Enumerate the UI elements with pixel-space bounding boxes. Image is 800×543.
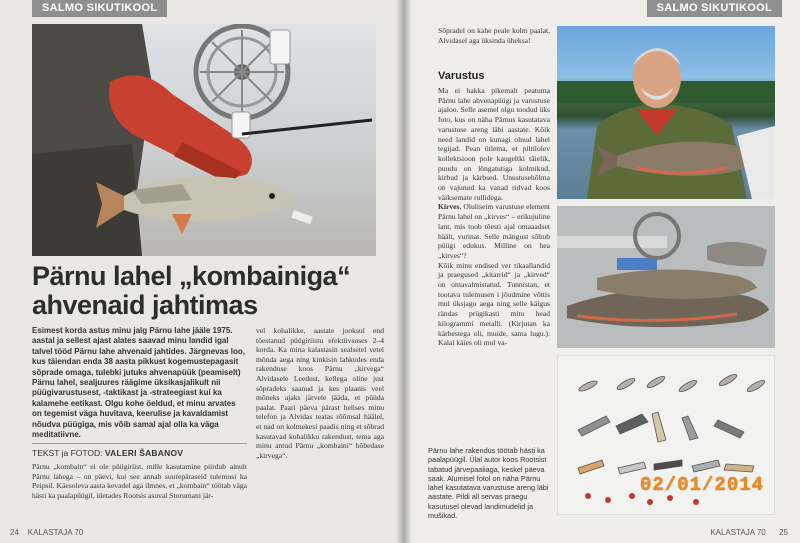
body-column-2: vel kohalikke, aastate jooksul end tõestanud püügiriistu efektiivsuses 2–4 korda. Ka mina kalastasin sealsetel vetel mõnda aega ning kinkisin lahkudes enda rakenduse koos Pärnu „kirvega“ Alvidasele Leedust, kellega oline just sõpradeks saanud ja kes plaanis veel mõneks ajaks järvele jääda, et püüda paalat. Paari päeva pärast helises minu telefon ja Alvidas teatas rõõmsal häälel, et nad on kolmekesi paadis ning et sõbrad kasutavad kohalikku rakendust, tema aga minu antud Pärnu „kombaini“ hõbedase „kirvega“. — [256, 326, 384, 460]
section-label: SALMO SIKUTIKOOL — [647, 0, 782, 17]
kirves-text-2: Kõik minu endised ver tikaallandid ja praegused „kitarrid“ ja „kirved“ on omavalmistatud. Tunnistan, et tootava tulemusen i jõudmine võttis mul üksjagu aega ning selle käigus rändas prügikasti mitu head kilogrammi metalli. (Kirjutan ka kärbestega oli, muide, sama lugu.). Kalal käies oli mul va- — [438, 260, 550, 348]
varustus-text: Ma ei hakka pikemalt peatuma Pärnu lahe ahvenapüügi ja varustuse ajaloo. Selle asemel olgu toodud üks foto, kus on näha Pärnus kasutatava varustuse areng läbi aastate. Kõik need landid on kunagi olnud lahel tegijad. Pean ütlema, et piltilolev kollektsioon pole kaugeltki täielik, puudu on lõngatutiga kolmikud, kirbud ja kärbsed. Unustusehõlma on vajunud ka vanad ridvad koos väiksemate rullidega. — [438, 86, 550, 202]
subhead-varustus: Varustus — [438, 70, 485, 82]
body-column-1: Pärnu „kombain“ ei ole püügiriist, mille kasutamine piirdub ainult Pärnu lahega – on päevi, kui see annab suurepäraseid tulemusi ka Peipsil. Käesoleva aasta kevadel aga ilmnes, et „kombain“ töötab väga hästi ka paalapüügil, ületades Rootsis asuval Storumani jär- — [32, 462, 247, 500]
page-number: 25 — [779, 528, 788, 537]
right-top-text: Sõpradel on kahe peale kolm paalat, Alvidasel aga üksinda üheksa! — [438, 26, 550, 45]
right-folio — [710, 528, 788, 537]
magazine-name: KALASTAJA 70 — [710, 528, 766, 537]
article-lead: Esimest korda astus minu jalg Pärnu lahe jääle 1975. aastal ja sellest ajast alates saavad minu landid igal talvel tööd Pärnu lahe ahvenaid jahtides. Järgnevas loo, kus täiendan enda 38 aasta pikkust kogemustepagasit sõprade omaga, tulebki jutuks ahvenapüük (peamiselt) Pärnu lahel, sealjuures räägime üksikasjalikult nii püügivarustusest, -taktikast ja -strateegiast kui ka kalamehe eetikast. Olgu kohe öeldud, et minu arvates on tegemist väga huvitava, keerulise ja kavaldamist nõudva püügiga, mis võib samal ajal olla ka väga meditatiivne. — [32, 326, 245, 440]
byline-label: TEKST ja FOTOD: — [32, 448, 103, 458]
right-body-column — [438, 86, 550, 348]
article-headline: Pärnu lahel „kombainiga“ ahvenaid jahtimas — [32, 261, 351, 320]
angler-illustration — [557, 26, 775, 199]
kirves-text: Oluliseim varustuse element Pärnu lahel on „kirves“ – erikujuline lant, mis toob tõesti ajal omaaadset häält, vurinat. Selle mängust sõltub püügi edukus. Milline on hea „kirves“? — [438, 202, 550, 260]
catch-photo — [557, 206, 775, 348]
byline — [32, 443, 247, 458]
photo-caption: Pärnu lahe rakendus töötab hästi ka paalapüügil. Ülal autor koos Rootsist tabatud järvepaaliaga, keskel päeva saak. Alumisel fotol on näha Pärnu lahel kasutatava varustuse areng läbi aastate. Pildi all servas praegu kasutusel olevad landimudelid ja mušikad. — [428, 446, 549, 521]
kirves-lead: Kirves. — [438, 202, 462, 212]
page-number: 24 — [10, 528, 19, 537]
camera-date-stamp: 02/01/2014 — [640, 474, 765, 496]
section-label: SALMO SIKUTIKOOL — [32, 0, 167, 17]
catch-illustration — [557, 206, 775, 348]
magazine-name: KALASTAJA 70 — [27, 528, 84, 537]
byline-name: VALERI ŠABANOV — [104, 448, 184, 458]
left-folio — [10, 528, 83, 537]
angler-portrait-photo — [557, 26, 775, 199]
ice-fishing-illustration — [32, 24, 376, 256]
page-gutter — [396, 0, 412, 543]
ice-fishing-photo — [32, 24, 376, 256]
